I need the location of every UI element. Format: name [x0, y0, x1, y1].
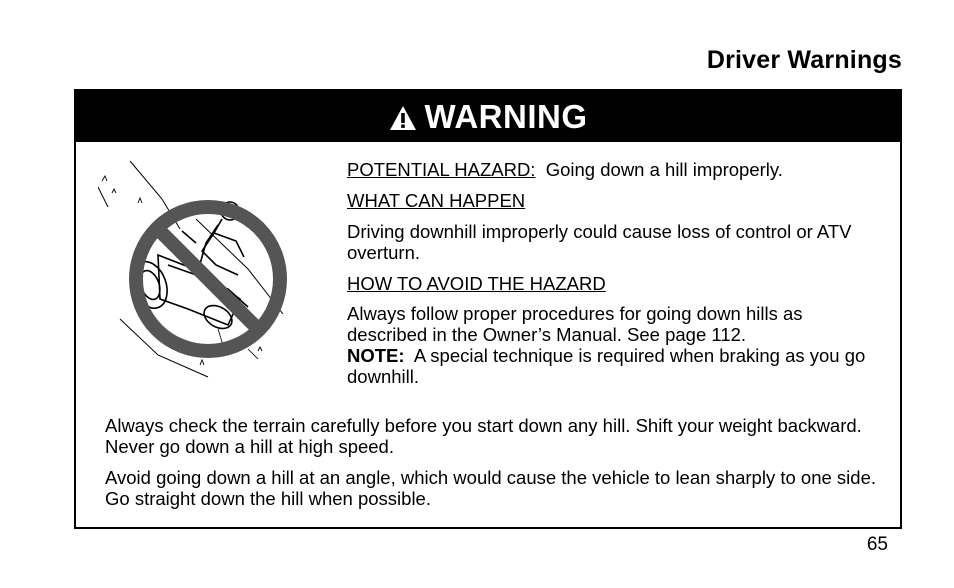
warning-paragraph-1: Always check the terrain carefully before you start down any hill. Shift your weight backward. Never go down a hill at high speed.: [105, 415, 862, 457]
potential-hazard-text: Going down a hill improperly.: [545, 159, 783, 180]
hazard-details: [347, 159, 877, 387]
how-to-avoid-text: Always follow proper procedures for going down hills as described in the Owner’s Manual. See page 112.: [347, 303, 803, 345]
warning-title: WARNING: [424, 97, 588, 135]
warning-body: [105, 415, 885, 519]
note-label: NOTE:: [347, 345, 405, 366]
warning-triangle-icon: [389, 105, 417, 131]
warning-paragraph-2: Avoid going down a hill at an angle, which would cause the vehicle to lean sharply to one side. Go straight down the hill when possible.: [105, 467, 876, 509]
what-can-happen-label: WHAT CAN HAPPEN: [347, 190, 526, 211]
warning-box: [74, 89, 902, 529]
page-number: 65: [866, 534, 888, 555]
potential-hazard-label: POTENTIAL HAZARD:: [347, 159, 536, 180]
what-can-happen-text: Driving downhill improperly could cause loss of control or ATV overturn.: [347, 221, 852, 263]
atv-downhill-illustration: [98, 159, 288, 381]
section-title: Driver Warnings: [706, 46, 902, 74]
note-text: A special technique is required when braking as you go downhill.: [347, 345, 866, 387]
how-to-avoid-label: HOW TO AVOID THE HAZARD: [347, 273, 606, 294]
warning-header: [76, 91, 900, 142]
